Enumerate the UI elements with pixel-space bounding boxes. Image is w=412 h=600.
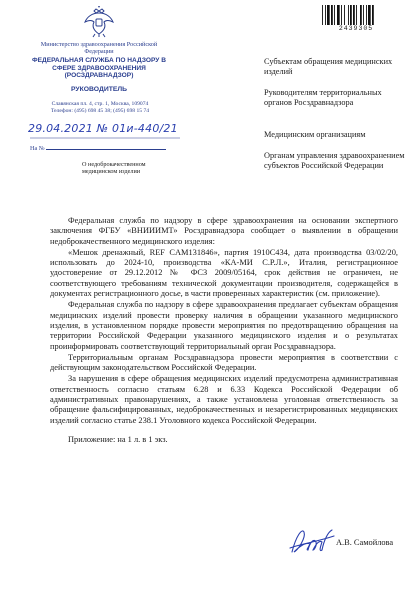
barcode-bar [360,5,362,25]
barcode-bar [341,5,342,25]
address-line: Славянская пл. 4, стр. 1, Москва, 109074 [51,101,149,107]
barcode-bar [356,5,357,25]
signer-name: А.В. Самойлова [336,538,394,547]
barcode-bar [348,5,349,25]
agency-name: ФЕДЕРАЛЬНАЯ СЛУЖБА ПО НАДЗОРУ В СФЕРЕ ЗДРАВООХРАНЕНИЯ (РОСЗДРАВНАДЗОР) [31,57,167,80]
letter-body [50,216,398,446]
appendix-line: Приложение: на 1 л. в 1 экз. [68,434,168,444]
barcode-bar [372,5,374,25]
barcode-bar [331,5,333,25]
barcode-bar [325,5,326,25]
handwritten-signature [286,522,338,562]
barcode-bar [327,5,330,25]
reference-number-field [30,143,166,152]
document-date-number: 29.04.2021 № 01и-440/21 [28,122,178,135]
barcode-bar [344,5,345,25]
barcode-icon [322,5,390,25]
paragraph-intro: Федеральная служба по надзору в сфере здравоохранения на основании экспертного заключения ФГБУ «ВНИИИМТ» Росздравнадзора сообщает о выявлении в обращении недоброкачественного медицинского изделия: [50,216,398,246]
head-title: РУКОВОДИТЕЛЬ [70,86,128,93]
paragraph-territorial: Территориальным органам Росздравнадзора провести мероприятия в соответствии с действующим законодательством Российской Федерации. [50,352,398,373]
subject-line: О недоброкачественном медицинском изделии [82,161,146,176]
recipient-4: Органам управления здравоохранением субъектов Российской Федерации [264,151,405,170]
barcode-bar [353,5,355,25]
recipient-3: Медицинским организациям [264,130,366,139]
emblem-icon [82,5,116,39]
phone-line: Телефон: (495) 698 45 38; (495) 698 15 74 [50,108,150,114]
barcode-bar [368,5,371,25]
paragraph-proposal: Федеральная служба по надзору в сфере здравоохранения предлагает субъектам обращения медицинских изделий провести проверку наличия в обращении указанного медицинского изделия, в установленном порядке провести мероприятия по предотвращению обращения на территории Российской Федерации указанного медицинского изделия и о результатах проинформировать соответствующий территориальный орган Росздравнадзора. [50,300,398,351]
barcode-bar [334,5,335,25]
barcode-bar [366,5,367,25]
barcode-number: 2439305 [338,25,374,32]
reference-label: На № [30,145,45,152]
reference-blank [46,143,166,150]
barcode-bar [337,5,340,25]
recipient-2: Руководителям территориальных органов Росздравнадзора [264,88,382,107]
barcode-bar [322,5,323,25]
address-block [26,101,174,115]
barcode-bar [363,5,364,25]
paragraph-liability: За нарушения в сфере обращения медицинских изделий предусмотрена административная ответственность согласно статьям 6.28 и 6.33 Кодекса Российской Федерации об административных правонарушениях, а также установлена уголовная ответственность за обращение фальсифицированных, недоброкачественных и незарегистрированных медицинских изделий согласно статье 238.1 Уголовного кодекса Российской Федерации. [50,374,398,425]
recipient-1: Субъектам обращения медицинских изделий [264,57,393,76]
ministry-name: Министерство здравоохранения Российской Федерации [40,41,158,56]
barcode-bar [350,5,352,25]
paragraph-product: «Мешок дренажный, REF CAM131846», партия 1910С434, дата производства 03/02/20, использовать до 2024-10, производства «КА-МИ С.Р.Л.», Италия, регистрационное удостоверение от 29.12.2012 № ФСЗ 2009/05164, срок действия не ограничен, не соответствующего требованиям технической документации производителя, содержащейся в документах регистрационного досье, в части проверенных характеристик (см. приложение). [50,247,398,299]
